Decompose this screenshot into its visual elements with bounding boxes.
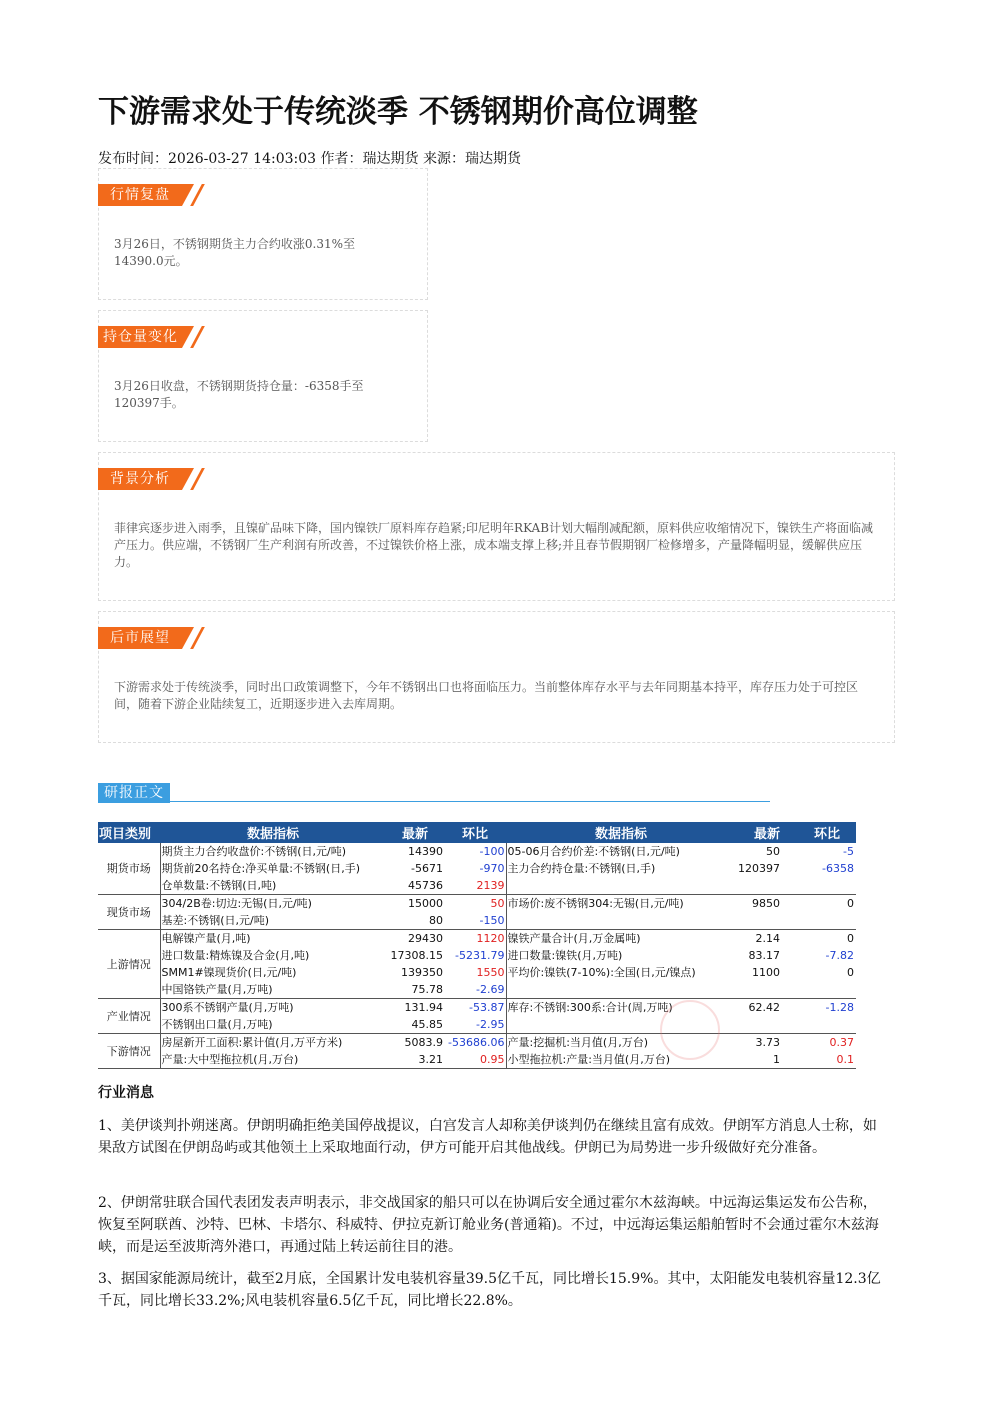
cell-indicator: 05-06月合约价差:不锈钢(日,元/吨) <box>507 845 680 858</box>
table-category: 期货市场 <box>98 843 160 895</box>
cell-change: 0 <box>847 932 854 945</box>
cell-indicator: 产量:大中型拖拉机(月,万台) <box>160 1051 386 1069</box>
table-row <box>98 981 856 999</box>
table-category: 现货市场 <box>98 895 160 930</box>
cell-indicator: 市场价:废不锈钢304:无锡(日,元/吨) <box>507 897 684 910</box>
table-row <box>98 999 856 1017</box>
table-category: 产业情况 <box>98 999 160 1034</box>
table-row <box>98 843 856 860</box>
cell-latest: 17308.15 <box>390 949 443 962</box>
section-text-background: 菲律宾逐步进入雨季，且镍矿品味下降，国内镍铁厂原料库存趋紧;印尼明年RKAB计划大幅削减配额，原料供应收缩情况下，镍铁生产将面临减产压力。供应端，不锈钢厂生产利润有所改善，不过镍铁价格上涨，成本端支撑上移;并且春节假期钢厂检修增多，产量降幅明显，缓解供应压力。 <box>114 521 874 569</box>
cell-indicator: 房屋新开工面积:累计值(月,万平方米) <box>161 1036 343 1049</box>
cell-change <box>798 912 856 930</box>
cell-indicator: 不锈钢出口量(月,万吨) <box>160 1016 386 1034</box>
watermark-stamp <box>660 1000 720 1060</box>
header-change-left: 环比 <box>444 822 506 843</box>
cell-change: 50 <box>444 895 506 913</box>
data-table <box>98 822 856 1069</box>
cell-indicator: 进口数量:精炼镍及合金(月,吨) <box>161 949 310 962</box>
cell-indicator <box>506 981 736 999</box>
cell-latest: 120397 <box>738 862 780 875</box>
cell-indicator: 电解镍产量(月,吨) <box>161 932 251 945</box>
cell-latest: 139350 <box>401 966 443 979</box>
cell-change <box>798 1016 856 1034</box>
table-header-row <box>98 822 856 843</box>
cell-change: -970 <box>444 860 506 877</box>
cell-latest: 45736 <box>386 877 444 895</box>
cell-indicator: 期货前20名持仓:净买单量:不锈钢(日,手) <box>161 862 360 875</box>
cell-latest: 50 <box>766 845 780 858</box>
cell-change: -6358 <box>822 862 854 875</box>
table-row <box>98 895 856 913</box>
article-meta: 发布时间：2026-03-27 14:03:03 作者：瑞达期货 来源：瑞达期货 <box>98 151 521 167</box>
cell-latest: 2.14 <box>755 932 780 945</box>
cell-change: 1550 <box>444 964 506 981</box>
cell-change: 0 <box>847 966 854 979</box>
cell-latest: 83.17 <box>748 949 780 962</box>
cell-indicator: 进口数量:镍铁(月,万吨) <box>507 949 623 962</box>
cell-indicator: 库存:不锈钢:300系:合计(周,万吨) <box>507 1001 673 1014</box>
news-item-1: 1、美伊谈判扑朔迷离。伊朗明确拒绝美国停战提议，白宫发言人却称美伊谈判仍在继续且富有成效。伊朗军方消息人士称，如果敌方试图在伊朗岛屿或其他领土上采取地面行动，伊方可能开启其他战线。伊朗已为局势进一步升级做好充分准备。 <box>98 1118 877 1156</box>
cell-change: 0.95 <box>444 1051 506 1069</box>
cell-change: -5231.79 <box>444 947 506 964</box>
news-item-3: 3、据国家能源局统计，截至2月底，全国累计发电装机容量39.5亿千瓦，同比增长15.9%。其中，太阳能发电装机容量12.3亿千瓦，同比增长33.2%;风电装机容量6.5亿千瓦，同比增长22.8%。 <box>98 1271 881 1309</box>
cell-indicator <box>506 877 736 895</box>
table-row <box>98 964 856 981</box>
table-row <box>98 1034 856 1052</box>
table-row <box>98 912 856 930</box>
news-item-2: 2、伊朗常驻联合国代表团发表声明表示，非交战国家的船只可以在协调后安全通过霍尔木兹海峡。中远海运集运发布公告称，恢复至阿联酋、沙特、巴林、卡塔尔、科威特、伊拉克新订舱业务(普通箱)。不过，中远海运集运船舶暂时不会通过霍尔木兹海峡，而是运至波斯湾外港口，再通过陆上转运前往目的港。 <box>98 1195 879 1255</box>
cell-latest: 1 <box>736 1051 798 1069</box>
report-label: 研报正文 <box>98 783 170 803</box>
cell-indicator: 小型拖拉机:产量:当月值(月,万台) <box>506 1051 736 1069</box>
cell-indicator: 主力合约持仓量:不锈钢(日,手) <box>507 862 656 875</box>
table-row <box>98 947 856 964</box>
cell-change: 0 <box>847 897 854 910</box>
table-row <box>98 860 856 877</box>
cell-change: -2.95 <box>444 1016 506 1034</box>
cell-indicator: 仓单数量:不锈钢(日,吨) <box>160 877 386 895</box>
table-row <box>98 877 856 895</box>
cell-change <box>798 981 856 999</box>
cell-change: -53686.06 <box>444 1034 506 1052</box>
cell-indicator: 期货主力合约收盘价:不锈钢(日,元/吨) <box>161 845 346 858</box>
header-latest-left: 最新 <box>386 822 444 843</box>
cell-indicator: 镍铁产量合计(月,万金属吨) <box>507 932 641 945</box>
section-tag-background: 背景分析 <box>98 468 182 490</box>
table-row <box>98 1051 856 1069</box>
article-title: 下游需求处于传统淡季 不锈钢期价高位调整 <box>98 94 698 130</box>
cell-latest: 62.42 <box>748 1001 780 1014</box>
cell-indicator: 304/2B卷:切边:无锡(日,元/吨) <box>161 897 312 910</box>
section-tag-market-review: 行情复盘 <box>98 184 182 206</box>
cell-change: 2139 <box>444 877 506 895</box>
cell-indicator <box>506 912 736 930</box>
cell-latest: 1100 <box>752 966 780 979</box>
cell-change: -2.69 <box>444 981 506 999</box>
cell-latest: 45.85 <box>386 1016 444 1034</box>
header-indicator-left: 数据指标 <box>160 822 386 843</box>
cell-latest: 15000 <box>408 897 443 910</box>
cell-latest <box>736 877 798 895</box>
section-text-outlook: 下游需求处于传统淡季，同时出口政策调整下，今年不锈钢出口也将面临压力。当前整体库存水平与去年同期基本持平，库存压力处于可控区间，随着下游企业陆续复工，近期逐步进入去库周期。 <box>114 680 859 711</box>
cell-change: 0.1 <box>798 1051 856 1069</box>
cell-change: 1120 <box>444 930 506 948</box>
cell-indicator: 基差:不锈钢(日,元/吨) <box>160 912 386 930</box>
cell-change: -1.28 <box>825 1001 854 1014</box>
cell-change <box>798 877 856 895</box>
cell-indicator: 平均价:镍铁(7-10%):全国(日,元/镍点) <box>507 966 696 979</box>
cell-latest: 5083.9 <box>404 1036 443 1049</box>
cell-latest <box>736 912 798 930</box>
table-row <box>98 1016 856 1034</box>
cell-latest: -5671 <box>411 862 443 875</box>
report-divider <box>98 801 770 802</box>
header-category: 项目类别 <box>98 822 160 843</box>
header-latest-right: 最新 <box>736 822 798 843</box>
cell-latest: 131.94 <box>404 1001 443 1014</box>
cell-change: -7.82 <box>825 949 854 962</box>
section-text-market-review: 3月26日，不锈钢期货主力合约收涨0.31%至14390.0元。 <box>114 237 356 268</box>
cell-latest: 9850 <box>752 897 780 910</box>
table-row <box>98 930 856 948</box>
cell-indicator: 300系不锈钢产量(月,万吨) <box>161 1001 294 1014</box>
section-outlook <box>98 611 895 743</box>
cell-latest: 29430 <box>408 932 443 945</box>
header-change-right: 环比 <box>798 822 856 843</box>
section-tag-outlook: 后市展望 <box>98 627 182 649</box>
section-tag-position-change: 持仓量变化 <box>98 326 182 348</box>
cell-latest: 14390 <box>408 845 443 858</box>
cell-change: -100 <box>444 843 506 860</box>
table-category: 下游情况 <box>98 1034 160 1069</box>
cell-latest: 3.73 <box>755 1036 780 1049</box>
cell-latest <box>736 1016 798 1034</box>
cell-change: -150 <box>444 912 506 930</box>
cell-change: -5 <box>843 845 854 858</box>
section-text-position-change: 3月26日收盘，不锈钢期货持仓量：-6358手至120397手。 <box>114 379 364 410</box>
cell-indicator: 产量:挖掘机:当月值(月,万台) <box>507 1036 648 1049</box>
cell-latest: 75.78 <box>386 981 444 999</box>
cell-latest: 80 <box>386 912 444 930</box>
cell-indicator: SMM1#镍现货价(日,元/吨) <box>161 966 297 979</box>
cell-latest: 3.21 <box>386 1051 444 1069</box>
cell-indicator: 中国铬铁产量(月,万吨) <box>160 981 386 999</box>
cell-change: -53.87 <box>444 999 506 1017</box>
cell-change: 0.37 <box>829 1036 854 1049</box>
table-category: 上游情况 <box>98 930 160 999</box>
news-heading: 行业消息 <box>98 1085 154 1101</box>
cell-latest <box>736 981 798 999</box>
header-indicator-right: 数据指标 <box>506 822 736 843</box>
